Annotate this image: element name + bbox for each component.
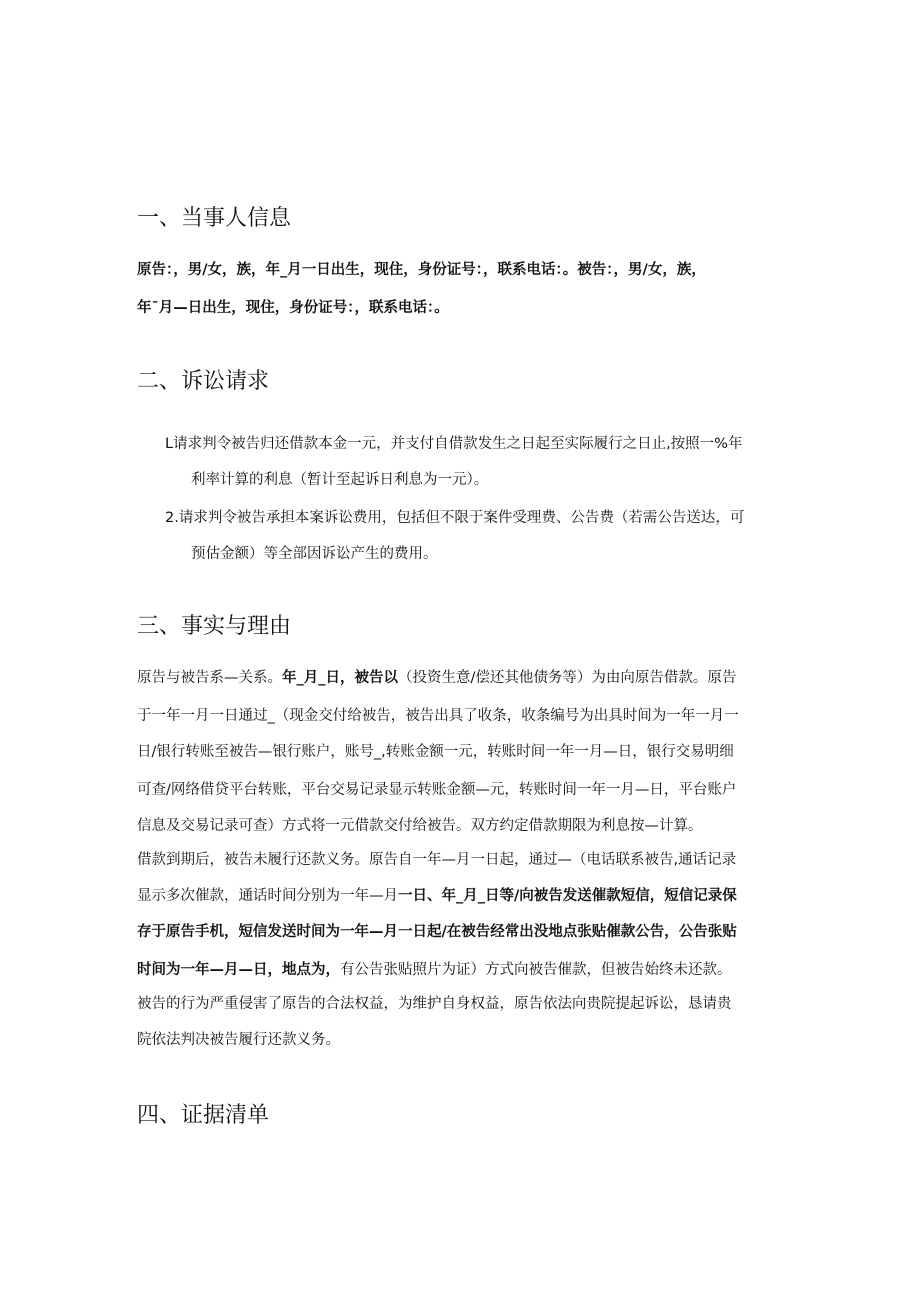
facts-paragraph-line: 院依法判决被告履行还款义务。: [137, 1032, 340, 1048]
parties-info-line: 原告：，男/女，族，年_月一日出生，现住，身份证号：，联系电话：。被告：，男/女，族，: [137, 262, 706, 278]
facts-text: 显示多次催款，通话时间分别为一年—月: [137, 888, 398, 904]
parties-info-line: 年¯月—日出生，现住，身份证号：，联系电话：。: [137, 300, 449, 316]
claim-item-2-continuation: 预估金额）等全部因诉讼产生的费用。: [191, 546, 438, 562]
facts-paragraph-line: 被告的行为严重侵害了原告的合法权益，为维护自身权益，原告依法向贵院提起诉讼，恳请贵: [137, 996, 732, 1012]
claim-item-2: 2.请求判令被告承担本案诉讼费用，包括但不限于案件受理费、公告费（若需公告送达，可: [165, 510, 745, 526]
section-heading-evidence: 四、证据清单: [137, 1103, 270, 1128]
facts-text: （投资生意/偿还其他债务等）为由向原告借款。原告: [398, 670, 737, 686]
facts-paragraph-line: 存于原告手机，短信发送时间为一年—月一日起/在被告经常出没地点张贴催款公告，公告张贴: [137, 924, 737, 940]
facts-text-bold: 一日、年_月_日等/向被告发送催款短信，短信记录保: [398, 888, 737, 904]
facts-paragraph-line: 可查/网络借贷平台转账，平台交易记录显示转账金额—元，转账时间一年一月—日，平台账户: [137, 782, 737, 798]
section-heading-parties: 一、当事人信息: [137, 206, 292, 231]
facts-paragraph-line: 信息及交易记录可查）方式将一元借款交付给被告。双方约定借款期限为利息按—计算。: [137, 818, 703, 834]
facts-text: 有公告张贴照片为证）方式向被告催款，但被告始终未还款。: [340, 962, 732, 978]
facts-text: 原告与被告系—关系。: [137, 670, 282, 686]
facts-text-bold: 年_月_日，被告以: [282, 670, 398, 686]
facts-paragraph-line: 日/银行转账至被告—银行账户，账号_,转账金额一元，转账时间一年一月—日，银行交易明细: [137, 744, 734, 760]
claim-item-1-continuation: 利率计算的利息（暂计至起诉日利息为一元）。: [191, 472, 489, 488]
facts-text-bold: 时间为一年—月—日，地点为，: [137, 962, 340, 978]
facts-paragraph-line: [137, 667, 736, 689]
section-heading-facts: 三、事实与理由: [137, 614, 292, 639]
facts-paragraph-line: 于一年一月一日通过_（现金交付给被告，被告出具了收条，收条编号为出具时间为一年一月一: [137, 708, 739, 724]
claim-item-1: L请求判令被告归还借款本金一元，并支付自借款发生之日起至实际履行之日止,按照一%年: [165, 436, 743, 452]
facts-paragraph-line: [137, 885, 737, 907]
section-heading-claims: 二、诉讼请求: [137, 369, 270, 394]
facts-paragraph-line: [137, 959, 732, 981]
facts-paragraph-line: 借款到期后，被告未履行还款义务。原告自一年—月一日起，通过—（电话联系被告,通话记录: [137, 852, 737, 868]
